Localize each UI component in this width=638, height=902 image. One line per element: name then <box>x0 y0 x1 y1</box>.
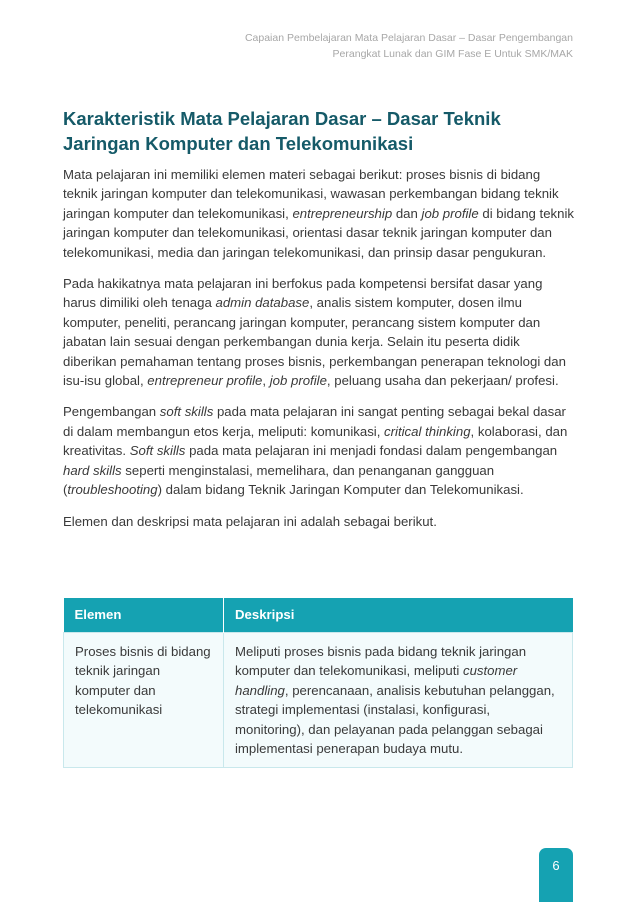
section-title: Karakteristik Mata Pelajaran Dasar – Dasar Teknik Jaringan Komputer dan Telekomunikasi <box>63 108 501 154</box>
paragraph-text: ) dalam bidang Teknik Jaringan Komputer dan Telekomunikasi. <box>157 482 524 498</box>
italic-term: job profile <box>269 373 327 389</box>
paragraph-soft-skills <box>63 402 575 499</box>
paragraph-text: , <box>262 373 270 389</box>
italic-term: critical thinking <box>384 423 471 439</box>
element-description-table <box>63 598 573 768</box>
paragraph-elements <box>63 165 575 262</box>
header-elemen: Elemen <box>64 598 224 633</box>
italic-term: Soft skills <box>129 443 186 459</box>
italic-term: troubleshooting <box>67 482 158 498</box>
cell-text: , perencanaan, analisis kebutuhan pelanggan, strategi implementasi (instalasi, konfigurasi, monitoring), dan pelayanan pada pelanggan sebagai implementasi penerapan budaya mutu. <box>235 682 555 757</box>
italic-term: entrepreneurship <box>292 205 393 221</box>
cell-text: Meliputi proses bisnis pada bidang teknik jaringan komputer dan telekomunikasi, meliputi <box>235 644 527 679</box>
italic-term: admin database <box>215 295 310 311</box>
paragraph-text: , peluang usaha dan pekerjaan/ profesi. <box>326 373 559 389</box>
paragraph-text: Pengembangan <box>63 404 160 420</box>
running-header-line-1: Capaian Pembelajaran Mata Pelajaran Dasar – Dasar Pengembangan <box>244 32 573 44</box>
italic-term: hard skills <box>63 462 122 478</box>
cell-elemen: Proses bisnis di bidang teknik jaringan komputer dan telekomunikasi <box>64 633 224 768</box>
italic-term: customer handling <box>235 663 518 698</box>
paragraph-text: pada mata pelajaran ini sangat penting sebagai bekal dasar di dalam membangun etos kerja, meliputi: komunikasi, <box>63 404 566 439</box>
paragraph-text: pada mata pelajaran ini menjadi fondasi dalam pengembangan <box>185 443 558 459</box>
page-number-tab: 6 <box>539 848 573 902</box>
running-header <box>245 30 573 62</box>
table-header-row <box>64 598 573 633</box>
running-header-line-2: Perangkat Lunak dan GIM Fase E Untuk SMK/MAK <box>332 48 573 60</box>
italic-term: job profile <box>421 205 479 221</box>
header-deskripsi: Deskripsi <box>224 598 573 633</box>
paragraph-text: Pada hakikatnya mata pelajaran ini berfokus pada kompetensi bersifat dasar yang harus dimiliki oleh tenaga <box>63 276 543 311</box>
paragraph-text: dan <box>392 205 422 221</box>
paragraph-text: , analis sistem komputer, dosen ilmu komputer, peneliti, perancang jaringan komputer, perancang sistem komputer dan jabatan lain sesuai dengan perkembangan dunia kerja. Selain itu peserta didik diberikan pemahaman tentang proses bisnis, perkembangan penerapan teknologi dan isu-isu global, <box>63 295 566 389</box>
paragraph-table-intro: Elemen dan deskripsi mata pelajaran ini adalah sebagai berikut. <box>63 513 437 529</box>
table-row <box>64 633 573 768</box>
italic-term: entrepreneur profile <box>147 373 263 389</box>
paragraph-text: , kolaborasi, dan kreativitas. <box>63 423 568 459</box>
italic-term: soft skills <box>159 404 214 420</box>
main-content <box>63 106 575 543</box>
paragraph-focus <box>63 274 575 390</box>
cell-deskripsi <box>224 633 573 768</box>
paragraph-text: di bidang teknik jaringan komputer dan telekomunikasi, orientasi dasar teknik jaringan komputer dan telekomunikasi, media dan jaringan telekomunikasi, dan prinsip dasar pengukuran. <box>63 205 575 260</box>
paragraph-text: Mata pelajaran ini memiliki elemen materi sebagai berikut: proses bisnis di bidang teknik jaringan komputer dan telekomunikasi, wawasan perkembangan bidang teknik jaringan komputer dan telekomunikasi, <box>63 167 559 221</box>
paragraph-text: seperti menginstalasi, memelihara, dan penanganan gangguan ( <box>63 462 495 498</box>
